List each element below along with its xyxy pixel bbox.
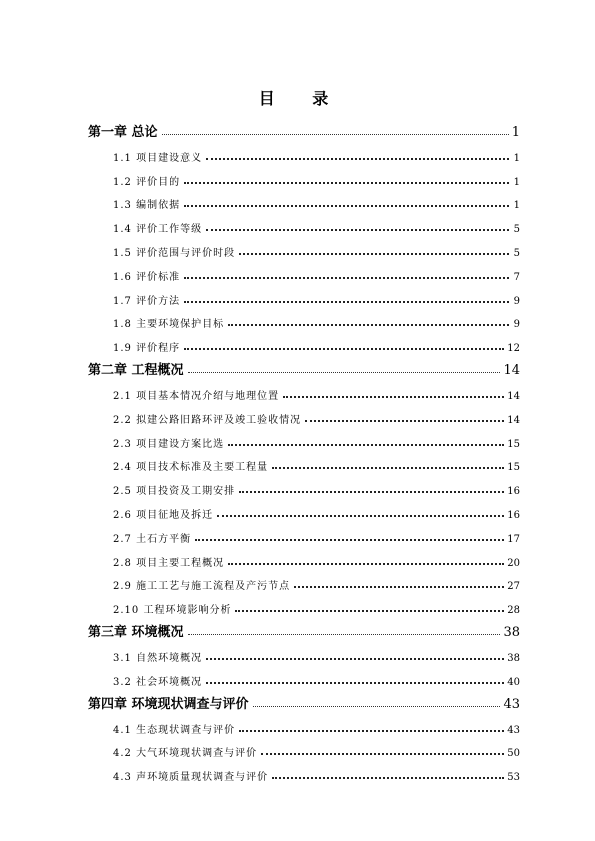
toc-entry-label: 第四章 环境现状调查与评价 bbox=[88, 696, 249, 712]
toc-entry-page-number: 53 bbox=[507, 772, 520, 784]
toc-entry-label: 1.1 项目建设意义 bbox=[113, 152, 203, 164]
dot-leader bbox=[253, 706, 501, 707]
toc-entry-page-number: 50 bbox=[507, 748, 520, 760]
dot-leader bbox=[206, 682, 504, 684]
toc-entry-label: 2.5 项目投资及工期安排 bbox=[113, 486, 236, 498]
dot-leader bbox=[272, 777, 504, 779]
toc-entry-page-number: 16 bbox=[507, 509, 520, 521]
toc-section-entry[interactable] bbox=[88, 452, 520, 476]
toc-entry-label: 1.8 主要环境保护目标 bbox=[113, 319, 225, 331]
toc-entry-page-number: 15 bbox=[507, 438, 520, 450]
toc-section-entry[interactable] bbox=[88, 261, 520, 285]
dot-leader bbox=[188, 634, 501, 635]
toc-entry-page-number: 9 bbox=[513, 295, 520, 307]
toc-section-entry[interactable] bbox=[88, 190, 520, 214]
toc-section-entry[interactable] bbox=[88, 332, 520, 356]
toc-entry-page-number: 12 bbox=[507, 343, 520, 355]
dot-leader bbox=[228, 324, 509, 326]
toc-entry-label: 1.6 评价标准 bbox=[113, 271, 181, 283]
toc-entry-label: 1.2 评价目的 bbox=[113, 176, 181, 188]
toc-entry-page-number: 7 bbox=[513, 271, 520, 283]
toc-section-entry[interactable] bbox=[88, 571, 520, 595]
toc-entry-page-number: 15 bbox=[507, 462, 520, 474]
toc-entry-label: 2.1 项目基本情况介绍与地理位置 bbox=[113, 390, 280, 402]
toc-section-entry[interactable] bbox=[88, 166, 520, 190]
toc-entry-page-number: 1 bbox=[511, 125, 520, 140]
dot-leader bbox=[228, 563, 504, 565]
toc-chapter-entry[interactable] bbox=[88, 618, 520, 642]
dot-leader bbox=[184, 301, 509, 303]
dot-leader bbox=[206, 158, 509, 160]
toc-entry-label: 第一章 总论 bbox=[88, 125, 158, 140]
toc-entry-label: 第三章 环境概况 bbox=[88, 625, 184, 641]
dot-leader bbox=[162, 134, 509, 135]
toc-entry-label: 1.9 评价程序 bbox=[113, 343, 181, 355]
toc-entry-page-number: 43 bbox=[503, 696, 520, 712]
toc-section-entry[interactable] bbox=[88, 213, 520, 237]
toc-section-entry[interactable] bbox=[88, 475, 520, 499]
toc-section-entry[interactable] bbox=[88, 285, 520, 309]
dot-leader bbox=[184, 277, 509, 279]
dot-leader bbox=[188, 372, 501, 373]
toc-entry-page-number: 1 bbox=[513, 176, 520, 188]
toc-section-entry[interactable] bbox=[88, 499, 520, 523]
toc-entry-page-number: 38 bbox=[507, 652, 520, 664]
toc-entry-page-number: 28 bbox=[507, 605, 520, 617]
toc-entry-page-number: 40 bbox=[507, 676, 520, 688]
toc-entry-page-number: 1 bbox=[513, 152, 520, 164]
toc-entry-label: 2.8 项目主要工程概况 bbox=[113, 557, 225, 569]
dot-leader bbox=[235, 610, 504, 612]
toc-chapter-entry[interactable] bbox=[88, 690, 520, 714]
dot-leader bbox=[195, 539, 504, 541]
toc-section-entry[interactable] bbox=[88, 642, 520, 666]
toc-entry-label: 4.2 大气环境现状调查与评价 bbox=[113, 748, 258, 760]
dot-leader bbox=[184, 182, 509, 184]
table-of-contents bbox=[88, 118, 520, 785]
toc-entry-page-number: 38 bbox=[503, 625, 520, 641]
dot-leader bbox=[184, 348, 504, 350]
toc-entry-label: 2.6 项目征地及拆迁 bbox=[113, 509, 214, 521]
toc-entry-page-number: 14 bbox=[503, 363, 520, 379]
toc-section-entry[interactable] bbox=[88, 547, 520, 571]
toc-entry-label: 第二章 工程概况 bbox=[88, 363, 184, 379]
toc-section-entry[interactable] bbox=[88, 404, 520, 428]
toc-entry-page-number: 16 bbox=[507, 486, 520, 498]
dot-leader bbox=[272, 467, 504, 469]
toc-entry-label: 2.4 项目技术标准及主要工程量 bbox=[113, 462, 269, 474]
dot-leader bbox=[184, 205, 509, 207]
toc-entry-label: 1.4 评价工作等级 bbox=[113, 224, 203, 236]
dot-leader bbox=[206, 229, 509, 231]
dot-leader bbox=[294, 586, 504, 588]
dot-leader bbox=[206, 658, 504, 660]
toc-section-entry[interactable] bbox=[88, 738, 520, 762]
toc-section-entry[interactable] bbox=[88, 761, 520, 785]
toc-entry-page-number: 5 bbox=[513, 224, 520, 236]
toc-entry-label: 2.10 工程环境影响分析 bbox=[113, 605, 232, 617]
toc-section-entry[interactable] bbox=[88, 142, 520, 166]
toc-entry-page-number: 5 bbox=[513, 247, 520, 259]
toc-section-entry[interactable] bbox=[88, 523, 520, 547]
toc-section-entry[interactable] bbox=[88, 428, 520, 452]
toc-section-entry[interactable] bbox=[88, 714, 520, 738]
toc-entry-label: 1.5 评价范围与评价时段 bbox=[113, 247, 236, 259]
dot-leader bbox=[261, 753, 504, 755]
dot-leader bbox=[283, 396, 504, 398]
toc-chapter-entry[interactable] bbox=[88, 118, 520, 142]
dot-leader bbox=[239, 253, 509, 255]
toc-entry-label: 4.3 声环境质量现状调查与评价 bbox=[113, 772, 269, 784]
toc-title: 目 录 bbox=[258, 89, 345, 108]
toc-entry-label: 2.2 拟建公路旧路环评及竣工验收情况 bbox=[113, 414, 302, 426]
toc-entry-label: 4.1 生态现状调查与评价 bbox=[113, 724, 236, 736]
toc-entry-label: 1.3 编制依据 bbox=[113, 200, 181, 212]
toc-section-entry[interactable] bbox=[88, 380, 520, 404]
toc-entry-page-number: 27 bbox=[507, 581, 520, 593]
toc-entry-page-number: 14 bbox=[507, 414, 520, 426]
toc-entry-page-number: 17 bbox=[507, 533, 520, 545]
toc-section-entry[interactable] bbox=[88, 594, 520, 618]
dot-leader bbox=[239, 730, 504, 732]
toc-entry-label: 2.3 项目建设方案比选 bbox=[113, 438, 225, 450]
toc-entry-page-number: 43 bbox=[507, 724, 520, 736]
toc-entry-label: 2.9 施工工艺与施工流程及产污节点 bbox=[113, 581, 291, 593]
toc-entry-label: 1.7 评价方法 bbox=[113, 295, 181, 307]
toc-entry-page-number: 14 bbox=[507, 390, 520, 402]
toc-entry-page-number: 1 bbox=[513, 200, 520, 212]
dot-leader bbox=[305, 420, 504, 422]
toc-section-entry[interactable] bbox=[88, 666, 520, 690]
toc-section-entry[interactable] bbox=[88, 309, 520, 333]
toc-entry-label: 2.7 土石方平衡 bbox=[113, 533, 192, 545]
toc-chapter-entry[interactable] bbox=[88, 356, 520, 380]
dot-leader bbox=[228, 444, 504, 446]
toc-entry-page-number: 9 bbox=[513, 319, 520, 331]
toc-entry-label: 3.1 自然环境概况 bbox=[113, 652, 203, 664]
toc-entry-page-number: 20 bbox=[507, 557, 520, 569]
dot-leader bbox=[217, 515, 504, 517]
dot-leader bbox=[239, 491, 504, 493]
toc-section-entry[interactable] bbox=[88, 237, 520, 261]
toc-entry-label: 3.2 社会环境概况 bbox=[113, 676, 203, 688]
